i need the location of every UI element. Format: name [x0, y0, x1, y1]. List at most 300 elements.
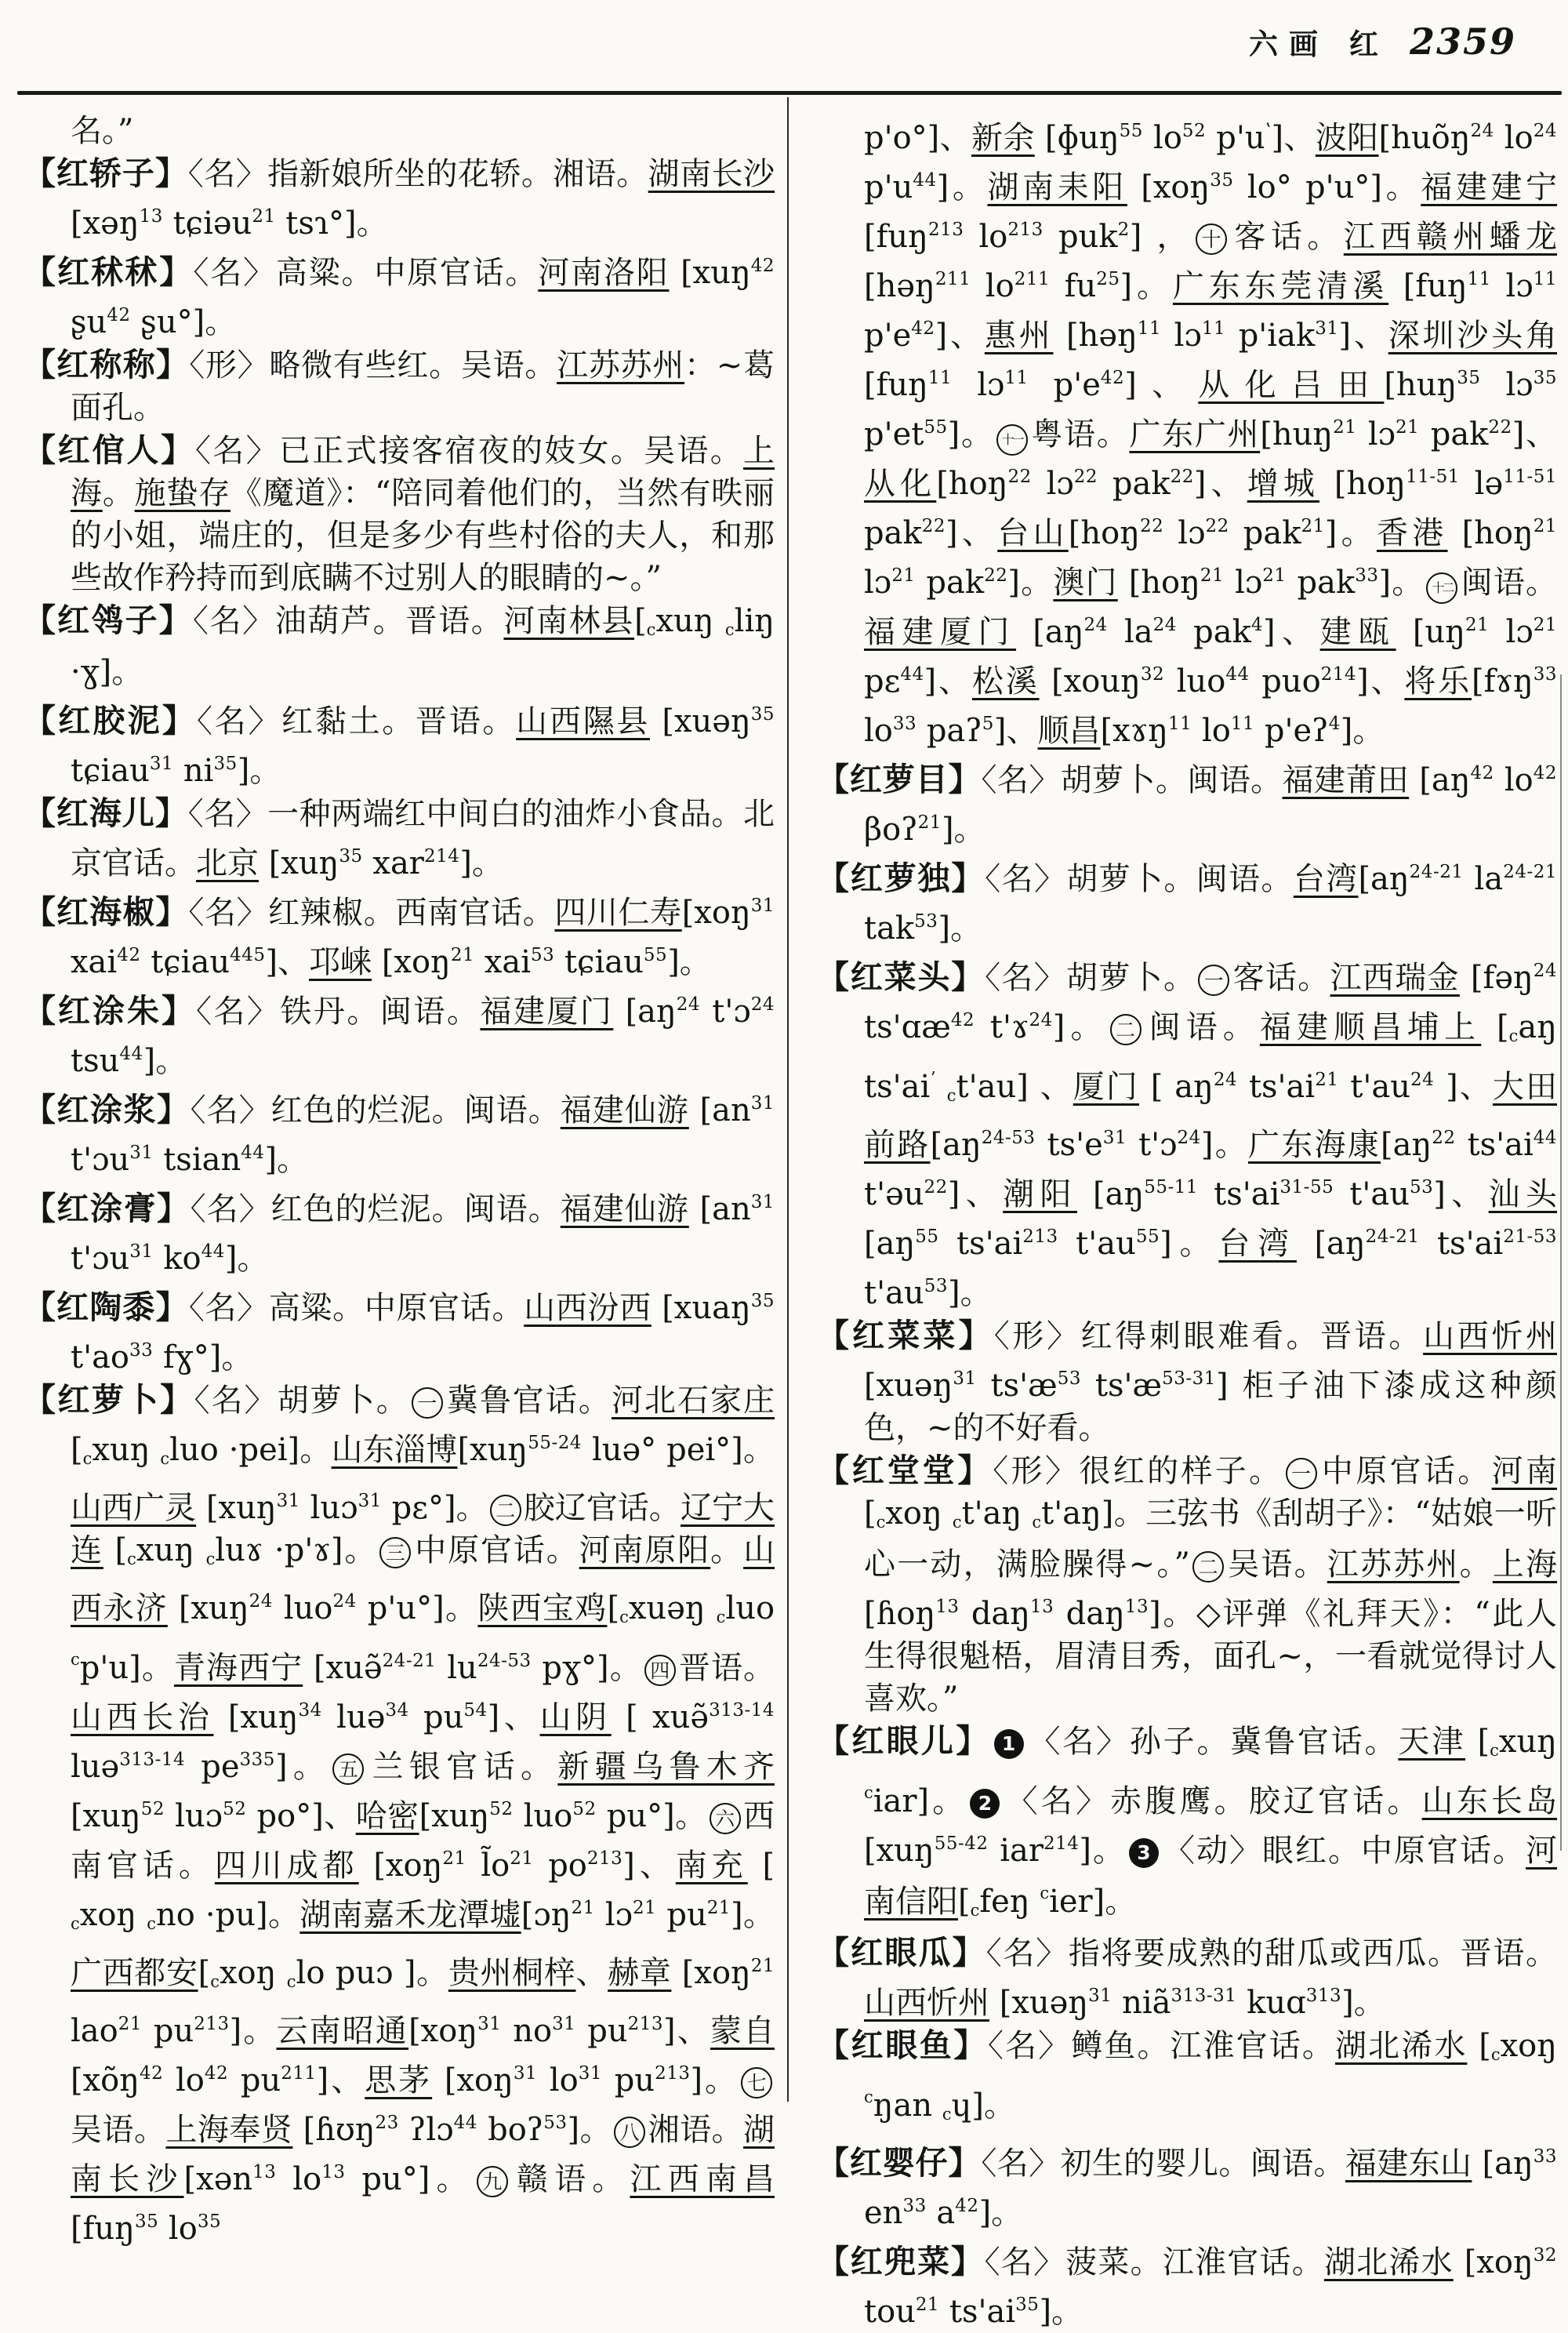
ipa-transcription: ] [143, 1043, 156, 1079]
tone-number: 13 [935, 1597, 960, 1617]
ipa-transcription: tsɿ°] [275, 205, 357, 242]
entry-headword: 【红海儿】 [24, 794, 188, 832]
tone-number: 52 [140, 1799, 165, 1819]
tone-number: 24-21 [382, 1651, 437, 1671]
definition-text: 客话。 [1232, 960, 1330, 996]
ipa-transcription: [ɔŋ [521, 1897, 572, 1933]
tone-number: 42 [750, 256, 775, 276]
tone-number: 44 [900, 664, 924, 685]
ipa-transcription: tɕiau [71, 753, 150, 789]
definition-text [1472, 2146, 1482, 2182]
ipa-transcription: feŋ [979, 1884, 1040, 1920]
ipa-transcription: pɣ°] [531, 1650, 609, 1686]
tone-number: 44 [201, 1241, 225, 1262]
ipa-transcription: ] [945, 515, 958, 551]
ipa-transcription: ] [1120, 268, 1133, 304]
entry-headword: 【红堂堂】 [817, 1452, 993, 1489]
ipa-transcription: pak [1286, 565, 1356, 601]
ipa-transcription: ] [237, 753, 250, 789]
circled-numeral: 二 [1192, 1551, 1224, 1583]
tone-number: 214 [1043, 1833, 1080, 1854]
definition-text: 、 [328, 2062, 365, 2099]
ipa-transcription: [xoŋ [1464, 2244, 1534, 2280]
ipa-transcription: liŋ ·ɣ] [71, 603, 775, 690]
ipa-transcription: [aŋ [864, 1226, 916, 1262]
ipa-transcription: boʔ [477, 2112, 544, 2148]
definition-text: 、 [1524, 416, 1558, 452]
ipa-transcription: [fuŋ [864, 219, 928, 255]
ipa-transcription: xuŋ [136, 1532, 206, 1568]
definition-text: 吴语。 [71, 2112, 166, 2148]
ipa-transcription: ] [1129, 219, 1157, 255]
entry-headword: 【红称称】 [24, 346, 190, 383]
definition-text [259, 845, 269, 881]
dict-entry [24, 1379, 775, 2250]
ipa-transcription: t'ɔu [71, 1142, 130, 1178]
definition-text: 。 [249, 753, 281, 789]
tone-number: 11 [1533, 269, 1558, 289]
ipa-transcription: ts'æ [1081, 1368, 1163, 1404]
ipa-transcription: ] [1271, 120, 1284, 156]
ipa-transcription: ] [1340, 713, 1353, 749]
ipa-transcription: luə [71, 1749, 120, 1785]
tone-number: 211 [1014, 269, 1051, 289]
ipa-transcription: luo [513, 1798, 573, 1834]
tone-number: 31 [129, 1143, 154, 1163]
definition-text: 兰银官话。 [366, 1749, 558, 1785]
tone-number: 211 [281, 2063, 317, 2084]
tone-number: 44 [453, 2113, 477, 2133]
ipa-transcription: xuəŋ [628, 1590, 717, 1626]
ipa-transcription: [ [634, 603, 647, 639]
definition-text: 、 [936, 663, 972, 700]
ipa-transcription: ] [1124, 367, 1137, 403]
tone-number: 11 [1137, 318, 1162, 339]
circled-numeral: 十二 [1426, 572, 1457, 604]
definition-text: 〈名〉一种两端红中间白的油炸小食品。北京官话。 [71, 796, 775, 881]
definition-text [1297, 1226, 1315, 1262]
place-name: 施蛰存 [134, 475, 231, 511]
place-name: 湖南长沙 [648, 156, 775, 192]
definition-text [1319, 466, 1334, 502]
ipa-transcription: pu [228, 2062, 281, 2099]
definition-text: 。 [1105, 1884, 1137, 1920]
tone-mark-low: c [1490, 1741, 1499, 1760]
tone-number: 445 [230, 945, 266, 965]
dict-entry [817, 1720, 1557, 1931]
tone-number: 24 [750, 994, 775, 1015]
place-name: 山西长治 [71, 1699, 214, 1735]
tone-mark-high: c [71, 1650, 80, 1669]
definition-text [989, 1985, 1000, 2021]
ipa-transcription: luə [321, 1699, 386, 1735]
tone-mark-high: c [864, 1783, 873, 1802]
definition-text [1040, 663, 1052, 700]
tone-mark-low: c [82, 1449, 93, 1468]
tone-number: 24-53 [477, 1651, 532, 1671]
definition-text: 〈名〉初生的婴儿。闽语。 [981, 2146, 1345, 2182]
tone-number: 24-21 [1409, 862, 1464, 882]
ipa-transcription: pak [1098, 466, 1171, 502]
tone-number: 213 [586, 1848, 623, 1869]
tone-number: 52 [572, 1799, 597, 1819]
ipa-transcription: [fuŋ [71, 2211, 135, 2247]
ipa-transcription: ] [690, 2062, 703, 2099]
tone-number: 33 [129, 1340, 154, 1361]
ipa-transcription: ] [978, 2195, 992, 2231]
ipa-transcription: tou [864, 2294, 916, 2330]
tone-number: 33 [892, 714, 917, 734]
tone-number: 21 [1200, 565, 1225, 586]
ipa-transcription: niã [1112, 1985, 1171, 2021]
ipa-transcription: ] [1324, 515, 1338, 551]
ipa-transcription: luɔ [164, 1798, 223, 1834]
circled-numeral: 二 [1110, 1014, 1142, 1045]
ipa-transcription: ts'ɑæ [864, 1009, 951, 1045]
tone-number: 55-24 [528, 1433, 582, 1453]
ipa-transcription: tsu [71, 1043, 120, 1079]
definition-text [103, 1532, 115, 1568]
ipa-transcription: ] [487, 1699, 500, 1735]
ipa-transcription: lo [1142, 120, 1182, 156]
ipa-transcription: [ɦoŋ [864, 1596, 936, 1632]
tone-number: 55 [643, 945, 668, 965]
ipa-transcription: lɔ [1490, 268, 1534, 304]
definition-text: 。 [102, 475, 135, 511]
place-name: 山东淄博 [331, 1432, 458, 1468]
ipa-transcription: pu [408, 1699, 464, 1735]
ipa-transcription: ts'æ [976, 1368, 1058, 1404]
ipa-transcription: t'au [864, 1275, 924, 1311]
tone-number: 25 [1096, 269, 1120, 289]
tone-number: 213 [1007, 220, 1044, 240]
dict-entry [24, 429, 775, 599]
tone-number: 214 [1320, 664, 1357, 685]
place-name: 四川仁寿 [554, 895, 682, 931]
ipa-transcription: ] [459, 845, 472, 881]
place-name: 香港 [1376, 515, 1448, 551]
tone-number: 31-55 [1279, 1177, 1334, 1197]
ipa-transcription: xoŋ [79, 1897, 147, 1933]
place-name: 河南原阳 [579, 1532, 711, 1568]
definition-text [670, 255, 681, 291]
ipa-transcription: pak [864, 515, 922, 551]
tone-number: 24-21 [1365, 1226, 1420, 1247]
dict-entry [24, 792, 775, 885]
ipa-transcription: [xuŋ [419, 1798, 490, 1834]
tone-number: 31 [513, 2063, 538, 2084]
definition-text [1035, 120, 1045, 156]
definition-text [748, 1848, 763, 1884]
tone-number: 24 [1213, 1070, 1238, 1090]
tone-number: 21 [706, 1898, 731, 1918]
tone-number: 21 [1333, 417, 1357, 438]
ipa-transcription: l̃o [466, 1848, 510, 1884]
ipa-transcription: pu°] [596, 1798, 675, 1834]
definition-text: 胶辽官话。 [523, 1490, 681, 1526]
entry-headword: 【红眼瓜】 [817, 1934, 986, 1971]
place-name: 南充 [675, 1848, 748, 1884]
definition-text: 〈名〉胡萝卜。 [985, 960, 1196, 996]
definition-text: 中原官话。 [1319, 1453, 1492, 1489]
ipa-transcription: ] [1193, 466, 1207, 502]
ipa-transcription: pak [1419, 416, 1489, 452]
definition-text: 〈名〉红黏土。晋语。 [197, 703, 517, 740]
ipa-transcription: xoŋ [885, 1495, 953, 1532]
definition-text: 。 [221, 1339, 253, 1375]
tone-number: 34 [298, 1700, 322, 1721]
ipa-transcription: t'au [1338, 1069, 1410, 1105]
definition-text: 、 [1006, 713, 1038, 749]
ipa-transcription: ʂu [71, 304, 107, 340]
entry-continuation [24, 110, 775, 152]
tone-mark-low: c [970, 1901, 980, 1920]
ipa-transcription: [ [864, 1495, 877, 1532]
ipa-transcription: [aŋ [1482, 2146, 1534, 2182]
place-name: 福建仙游 [560, 1191, 689, 1227]
tone-number: 21 [1533, 615, 1558, 635]
tone-number: 42 [1100, 368, 1125, 388]
right-column [817, 110, 1557, 2333]
definition-text: 〈形〉红得刺眼难看。晋语。 [993, 1318, 1424, 1354]
definition-text: 。 [287, 1749, 331, 1785]
tone-number: 53 [924, 1276, 948, 1296]
definition-text: 、 [278, 944, 310, 980]
dict-entry [24, 1082, 775, 1181]
definition-text: 〈名〉胡萝卜。闽语。 [981, 762, 1283, 798]
circled-numeral: 四 [644, 1655, 676, 1686]
definition-text: 、 [575, 1955, 608, 1991]
circled-numeral: 十 [1196, 223, 1227, 255]
ipa-transcription: ts'ai [938, 1226, 1023, 1262]
ipa-transcription: ko [153, 1241, 201, 1277]
dict-entry [24, 599, 775, 693]
tone-number: 53 [1410, 1177, 1434, 1197]
definition-text: 、 [675, 2013, 710, 2049]
ipa-transcription: luɤ ·p'ɤ] [215, 1532, 343, 1568]
tone-number: 11 [927, 368, 953, 388]
tone-mark-low: c [724, 620, 735, 639]
tone-number: 21 [442, 1848, 466, 1869]
tone-number: 21 [1262, 565, 1287, 586]
definition-text: 。 [444, 1590, 478, 1626]
place-name: 江西南昌 [630, 2161, 775, 2197]
definition-text: 〈名〉指将要成熟的甜瓜或西瓜。晋语。 [985, 1935, 1558, 1971]
column-divider [787, 97, 789, 2102]
dict-entry [24, 245, 775, 343]
dict-entry [24, 983, 775, 1082]
definition-text: 、 [1368, 663, 1405, 700]
tone-number: 13 [321, 2162, 346, 2182]
ipa-transcription: ] [936, 169, 949, 205]
definition-text: 。 [702, 2062, 739, 2099]
place-name: 广东广州 [1129, 416, 1261, 452]
ipa-transcription: puo [1249, 663, 1321, 700]
ipa-transcription: [hoŋ [1334, 466, 1406, 502]
black-circled-numeral: 3 [1129, 1838, 1159, 1868]
ipa-transcription: ] [662, 2013, 676, 2049]
tone-number: 53 [543, 2113, 568, 2133]
definition-text: 。 [1391, 565, 1425, 601]
tone-number: 42 [107, 305, 131, 325]
dict-entry [24, 152, 775, 245]
tone-number: 31 [358, 1491, 382, 1511]
definition-text: 〈名〉红色的烂泥。闽语。 [190, 1092, 561, 1128]
ipa-transcription: ] [1263, 614, 1276, 650]
tone-mark-low: c [127, 1550, 136, 1568]
definition-text: 。 [1353, 1985, 1385, 2021]
tone-mark-low: c [646, 620, 656, 639]
ipa-transcription: ier] [1049, 1884, 1105, 1920]
ipa-transcription: [ [1497, 1009, 1509, 1045]
definition-text [689, 1191, 700, 1227]
place-name: 山阴 [539, 1699, 612, 1735]
ipa-transcription: t'əu [864, 1176, 924, 1212]
place-name: 湖南长沙 [71, 2112, 775, 2197]
definition-text: 〈动〉眼红。中原官话。 [1162, 1833, 1526, 1869]
ipa-transcription: lu [436, 1650, 477, 1686]
definition-text [1465, 1724, 1478, 1760]
ipa-transcription: ] [947, 1176, 960, 1212]
tone-mark-low: c [147, 1914, 156, 1933]
tone-number: 44 [1533, 1128, 1558, 1148]
place-name: 山西忻州 [864, 1985, 989, 2021]
definition-text [303, 1650, 314, 1686]
entry-headword: 【红萝独】 [817, 859, 985, 897]
place-name: 邛崃 [309, 944, 372, 980]
ipa-transcription: p'u [864, 169, 913, 205]
tone-number: 44 [1225, 664, 1250, 685]
place-name: 天津 [1398, 1724, 1466, 1760]
definition-text: 。 [742, 1432, 775, 1468]
ipa-transcription: [xuŋ [227, 1699, 299, 1735]
tone-number: 24 [1029, 1010, 1053, 1030]
tone-number: 211 [935, 269, 971, 289]
definition-text [1118, 565, 1129, 601]
ipa-transcription: [ [114, 1532, 128, 1568]
tone-mark-low: c [71, 1914, 80, 1933]
ipa-transcription: ] [1052, 1009, 1065, 1045]
tone-number: 21 [510, 1848, 534, 1869]
ipa-transcription: lo [1494, 120, 1534, 156]
tone-number: 11 [1168, 714, 1192, 734]
tone-number: 34 [385, 1700, 409, 1721]
tone-number: 13 [252, 2162, 277, 2182]
definition-text: 〈名〉胡萝卜。 [194, 1383, 409, 1419]
ipa-transcription: ts'e [1035, 1127, 1103, 1163]
ipa-transcription: tɕiəu [162, 205, 252, 242]
ipa-transcription: [aŋ [1093, 1176, 1145, 1212]
tone-number: 21 [1315, 1070, 1339, 1090]
ipa-transcription: ts'ai [1237, 1069, 1316, 1105]
entry-headword: 【红海椒】 [24, 893, 189, 931]
ipa-transcription: luo ·pei] [169, 1432, 300, 1468]
tone-number: 335 [239, 1750, 275, 1770]
black-circled-numeral: 2 [970, 1789, 1000, 1819]
definition-text: 〈名〉孙子。冀鲁官话。 [1026, 1724, 1399, 1760]
place-name: 湖南耒阳 [987, 169, 1127, 205]
ipa-transcription: [xuŋ [178, 1590, 249, 1626]
definition-text [359, 1848, 374, 1884]
place-name: 福建厦门 [864, 614, 1017, 650]
definition-text: ， [1156, 219, 1193, 255]
ipa-transcription: no [501, 2013, 553, 2049]
ipa-transcription: [xoŋ [444, 2062, 514, 2099]
tone-number: 53 [1057, 1368, 1082, 1389]
ipa-transcription: [xoŋ [373, 1848, 443, 1884]
dict-entry [817, 1314, 1557, 1449]
place-name: 顺昌 [1037, 713, 1101, 749]
tone-mark-high: c [864, 2088, 873, 2106]
tone-number: 54 [463, 1700, 488, 1721]
place-name: 江苏苏州 [1327, 1546, 1460, 1583]
ipa-transcription: la [1107, 614, 1153, 650]
ipa-transcription: lɔ [1031, 466, 1074, 502]
tone-number: 31 [1088, 1986, 1112, 2006]
definition-text: 粤语。 [1029, 416, 1130, 452]
definition-text: 。 [1132, 268, 1173, 304]
ipa-transcription: po°] [246, 1798, 324, 1834]
ipa-transcription: xoŋ [1500, 2028, 1558, 2064]
ipa-transcription: [fuŋ [1403, 268, 1468, 304]
tone-number: 313 [1305, 1986, 1342, 2006]
tone-number: 35 [1015, 2295, 1040, 2315]
definition-text: ：~葛面孔。 [71, 347, 775, 426]
definition-text: 柜子油下漆成这种颜色，~的不好看。 [864, 1368, 1557, 1446]
definition-text: 中原官话。 [413, 1532, 579, 1568]
ipa-transcription: xuŋ [655, 603, 725, 639]
tone-number: 11-51 [1503, 467, 1557, 487]
ipa-transcription: βoʔ [864, 812, 918, 848]
definition-text: 、 [1040, 1069, 1073, 1105]
ipa-transcription [935, 1069, 947, 1105]
ipa-transcription: p'et [864, 416, 924, 452]
ipa-transcription: [ [762, 1848, 775, 1884]
ipa-transcription: ts'ai [1419, 1226, 1504, 1262]
place-name: 波阳 [1315, 120, 1379, 156]
tone-mark-low: c [876, 1513, 886, 1532]
ipa-transcription: [ aŋ [1150, 1069, 1214, 1105]
tone-number: 313-14 [709, 1700, 775, 1721]
tone-mark-low: c [1032, 1513, 1042, 1532]
ipa-transcription: ] [1079, 1833, 1091, 1869]
entry-headword: 【红涂朱】 [24, 992, 196, 1030]
place-name: 云南昭通 [276, 2013, 409, 2049]
tone-number: 22 [924, 1177, 948, 1197]
place-name: 湖北浠水 [1323, 2244, 1454, 2280]
ipa-transcription: [həŋ [1066, 318, 1138, 354]
header-rule [17, 91, 1562, 95]
ipa-transcription: ] [731, 1897, 743, 1933]
ipa-transcription: iar] [873, 1783, 930, 1819]
ipa-transcription: en [864, 2195, 903, 2231]
tone-number: 42 [140, 2063, 164, 2084]
dict-entry [817, 752, 1557, 851]
ipa-transcription: [an [699, 1092, 751, 1128]
ipa-transcription: p'u°] [356, 1590, 445, 1626]
definition-text [168, 1590, 179, 1626]
tone-number: 24 [1470, 121, 1494, 141]
ipa-transcription: t'au] [956, 1069, 1040, 1105]
circled-numeral: 二 [490, 1495, 521, 1526]
tone-number: 22 [1073, 467, 1098, 487]
tone-number: 22 [984, 565, 1008, 586]
ipa-transcription: [xuəŋ [999, 1985, 1089, 2021]
definition-text: 。 [679, 944, 711, 980]
ipa-transcription: ] [567, 2112, 580, 2148]
tone-number: 52 [1181, 121, 1207, 141]
circled-numeral: 八 [614, 2117, 645, 2148]
